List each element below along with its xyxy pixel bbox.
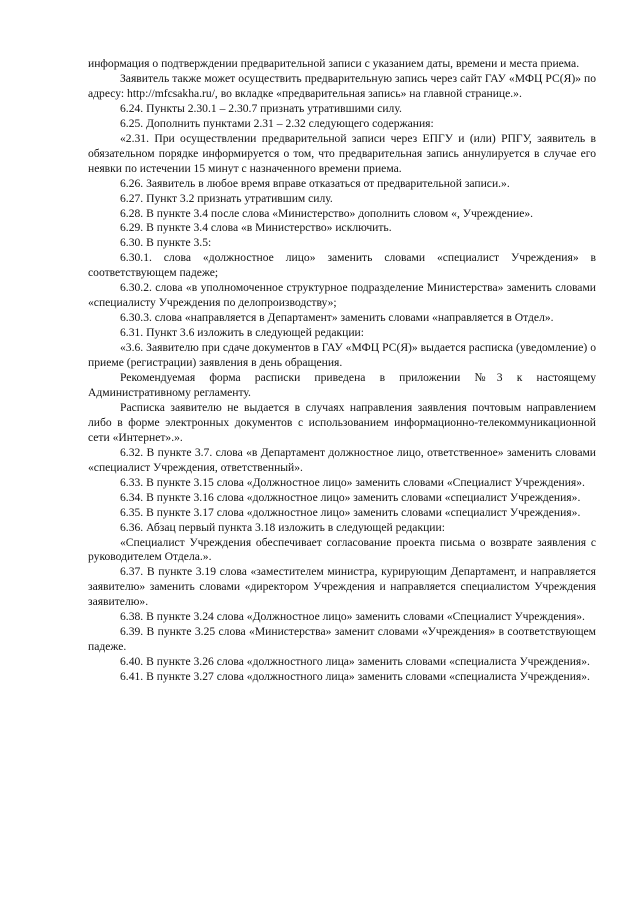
paragraph: «2.31. При осуществлении предварительной записи через ЕПГУ и (или) РПГУ, заявитель в обязательном порядке информируется о том, что предварительная запись аннулируется в случае его неявки по истечении 15 минут с назначенного времени приема. [88, 131, 596, 175]
paragraph: 6.38. В пункте 3.24 слова «Должностное лицо» заменить словами «Специалист Учреждения». [120, 610, 585, 624]
paragraph: 6.39. В пункте 3.25 слова «Министерства» заменит словами «Учреждения» в соответствующем падеже. [88, 625, 596, 654]
paragraph: 6.25. Дополнить пунктами 2.31 – 2.32 следующего содержания: [120, 116, 434, 130]
paragraph: 6.36. Абзац первый пункта 3.18 изложить в следующей редакции: [120, 520, 445, 534]
paragraph: 6.28. В пункте 3.4 после слова «Министерство» дополнить словом «, Учреждение». [120, 206, 534, 220]
paragraph: 6.32. В пункте 3.7. слова «в Департамент должностное лицо, ответственное» заменить словами «специалист Учреждения, ответственный». [88, 445, 596, 474]
paragraph: 6.41. В пункте 3.27 слова «должностного лица» заменить словами «специалиста Учреждения». [120, 670, 590, 684]
paragraph: информация о подтверждении предварительной записи с указанием даты, времени и места приема. [88, 57, 580, 70]
paragraph: 6.33. В пункте 3.15 слова «Должностное лицо» заменить словами «Специалист Учреждения». [120, 475, 585, 489]
paragraph: 6.35. В пункте 3.17 слова «должностное лицо» заменить словами «специалист Учреждения». [120, 505, 581, 519]
paragraph: Расписка заявителю не выдается в случаях направления заявления почтовым направлением либо в форме электронных документов с использованием информационно-телекоммуникационной сети «Интернет».». [88, 400, 596, 444]
document-page [88, 57, 596, 685]
paragraph: 6.34. В пункте 3.16 слова «должностное лицо» заменить словами «специалист Учреждения». [120, 490, 581, 504]
paragraph: Рекомендуемая форма расписки приведена в приложении №3 к настоящему Административному регламенту. [88, 371, 596, 399]
paragraph: 6.26. Заявитель в любое время вправе отказаться от предварительной записи.». [120, 176, 510, 190]
paragraph: 6.29. В пункте 3.4 слова «в Министерство» исключить. [120, 221, 392, 235]
paragraph: 6.30.2. слова «в уполномоченное структурное подразделение Министерства» заменить словами «специалисту Учреждения по делопроизводству»; [88, 281, 596, 310]
paragraph: Заявитель также может осуществить предварительную запись через сайт ГАУ «МФЦ РС(Я)» по адресу: http://mfcsakha.ru/, во вкладке «предварительная запись» на главной странице.». [88, 71, 596, 100]
paragraph: 6.31. Пункт 3.6 изложить в следующей редакции: [120, 326, 364, 340]
paragraph: «3.6. Заявителю при сдаче документов в ГАУ «МФЦ РС(Я)» выдается расписка (уведомление) о приеме (регистрации) заявления в день обращения. [88, 341, 596, 370]
paragraph: 6.30. В пункте 3.5: [120, 236, 212, 250]
paragraph: 6.40. В пункте 3.26 слова «должностного лица» заменить словами «специалиста Учреждения». [120, 655, 590, 669]
paragraph: 6.30.3. слова «направляется в Департамент» заменить словами «направляется в Отдел». [120, 311, 554, 325]
paragraph: 6.30.1. слова «должностное лицо» заменить словами «специалист Учреждения» в соответствующем падеже; [88, 251, 596, 280]
paragraph: 6.24. Пункты 2.30.1 – 2.30.7 признать утратившими силу. [120, 101, 402, 115]
paragraph: 6.27. Пункт 3.2 признать утратившим силу. [120, 191, 333, 205]
paragraph: 6.37. В пункте 3.19 слова «заместителем министра, курирующим Департамент, и направляется заявителю» заменить словами «директором Учреждения и направляется специалистом Учреждения заявителю». [88, 565, 596, 609]
paragraph: «Специалист Учреждения обеспечивает согласование проекта письма о возврате заявления с руководителем Отдела.». [88, 535, 596, 564]
